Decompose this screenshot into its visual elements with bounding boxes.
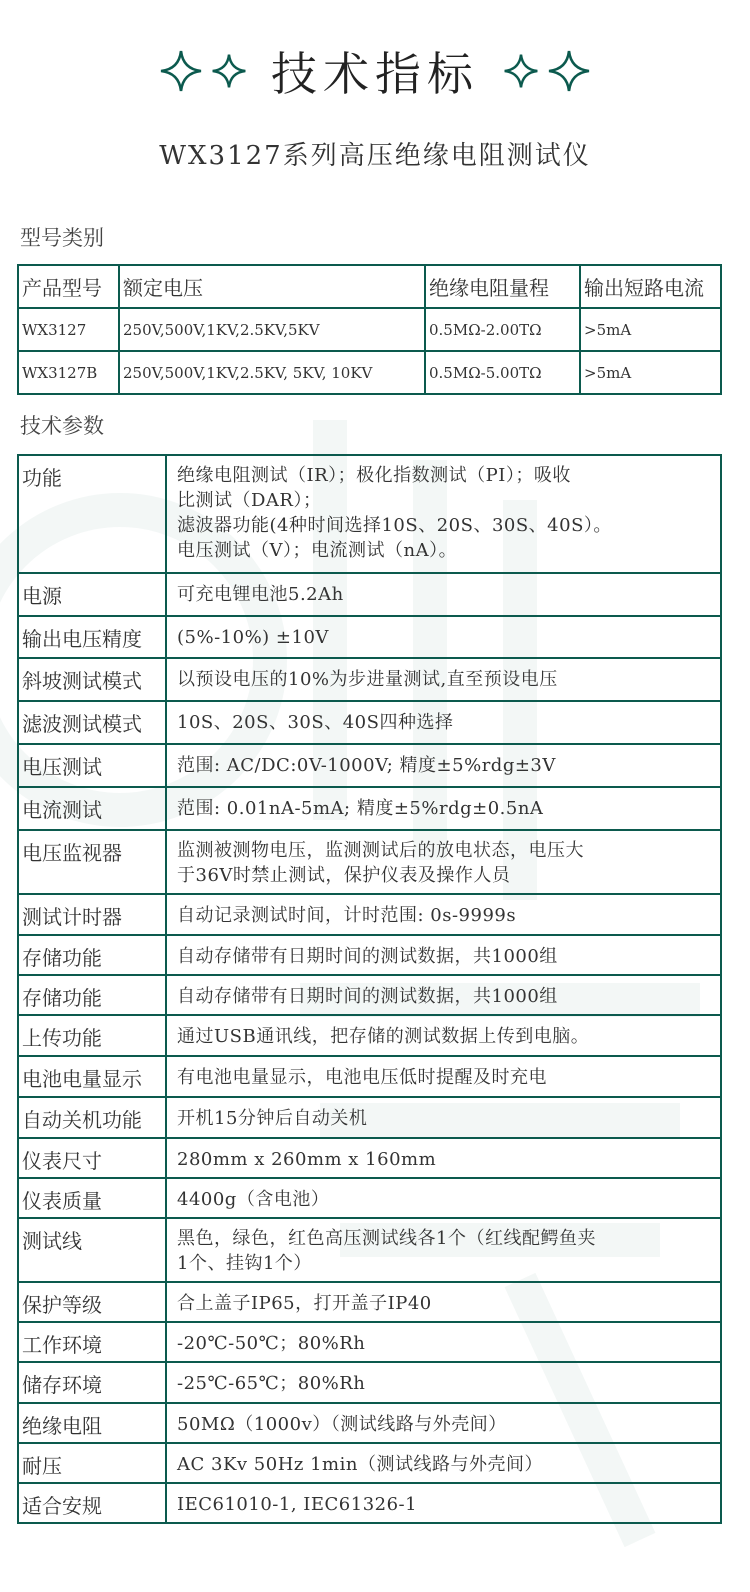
model-cell: WX3127B	[18, 351, 119, 394]
table-row	[18, 1056, 721, 1097]
param-value	[166, 935, 721, 975]
product-subtitle: WX3127系列高压绝缘电阻测试仪	[159, 141, 591, 171]
table-row	[18, 894, 721, 935]
current-cell: >5mA	[580, 351, 721, 394]
param-value-line: 以预设电压的10%为步进量测试,直至预设电压	[177, 669, 558, 690]
table-row	[18, 616, 721, 658]
param-value-line: 范围: 0.01nA-5mA; 精度±5%rdg±0.5nA	[177, 798, 544, 819]
voltage-cell: 250V,500V,1KV,2.5KV, 5KV, 10KV	[119, 351, 425, 394]
param-name: 工作环境	[18, 1322, 166, 1362]
range-cell: 0.5MΩ-2.00TΩ	[425, 308, 580, 351]
param-value	[166, 894, 721, 935]
param-value	[166, 1178, 721, 1218]
param-value-line: 1个、挂钩1个）	[177, 1253, 312, 1274]
voltage-cell: 250V,500V,1KV,2.5KV,5KV	[119, 308, 425, 351]
table-row	[18, 573, 721, 616]
table-row	[18, 975, 721, 1015]
param-name: 自动关机功能	[18, 1097, 166, 1138]
param-name: 斜坡测试模式	[18, 658, 166, 701]
param-value-line: 电压测试（V）；电流测试（nA）。	[177, 540, 458, 561]
params-section-label: 技术参数	[20, 414, 104, 438]
param-value-line: 自动记录测试时间，计时范围: 0s-9999s	[177, 905, 517, 926]
models-table	[17, 264, 722, 395]
param-value-line: 自动存储带有日期时间的测试数据，共1000组	[177, 986, 558, 1007]
param-name: 电压测试	[18, 744, 166, 787]
table-row	[18, 351, 721, 394]
param-value	[166, 744, 721, 787]
param-value-line: 绝缘电阻测试（IR）；极化指数测试（PI）；吸收	[177, 465, 571, 486]
param-name: 电源	[18, 573, 166, 616]
column-header: 绝缘电阻量程	[425, 265, 580, 308]
param-value	[166, 830, 721, 894]
param-value	[166, 573, 721, 616]
model-cell: WX3127	[18, 308, 119, 351]
range-cell: 0.5MΩ-5.00TΩ	[425, 351, 580, 394]
param-value-line: 开机15分钟后自动关机	[177, 1108, 368, 1129]
table-row	[18, 1015, 721, 1056]
sparkle-icon	[547, 49, 591, 93]
table-row	[18, 935, 721, 975]
sparkle-icon	[159, 49, 203, 93]
param-value-line: 比测试（DAR）；	[177, 490, 322, 511]
table-row	[18, 1097, 721, 1138]
param-value	[166, 1322, 721, 1362]
param-value-line: -20℃-50℃；80%Rh	[177, 1333, 366, 1354]
param-value	[166, 1056, 721, 1097]
param-name: 电压监视器	[18, 830, 166, 894]
param-name: 功能	[18, 455, 166, 573]
params-table-body	[18, 455, 721, 1523]
table-row	[18, 1138, 721, 1178]
param-name: 保护等级	[18, 1282, 166, 1322]
param-value	[166, 975, 721, 1015]
param-value-line: 范围: AC/DC:0V-1000V; 精度±5%rdg±3V	[177, 755, 556, 776]
param-value	[166, 1015, 721, 1056]
param-name: 绝缘电阻	[18, 1403, 166, 1443]
table-row	[18, 308, 721, 351]
param-name: 存储功能	[18, 935, 166, 975]
param-value-line: 监测被测物电压，监测测试后的放电状态，电压大	[177, 840, 584, 861]
param-value-line: (5%-10%) ±10V	[177, 627, 329, 648]
param-value	[166, 1218, 721, 1282]
table-row	[18, 1218, 721, 1282]
param-value	[166, 455, 721, 573]
param-value	[166, 616, 721, 658]
page-title: 技术指标	[271, 47, 479, 101]
table-row	[18, 1443, 721, 1483]
param-name: 输出电压精度	[18, 616, 166, 658]
current-cell: >5mA	[580, 308, 721, 351]
table-row	[18, 1403, 721, 1443]
param-value-line: 合上盖子IP65，打开盖子IP40	[177, 1293, 432, 1314]
param-name: 电池电量显示	[18, 1056, 166, 1097]
param-name: 测试计时器	[18, 894, 166, 935]
title-row	[0, 36, 750, 106]
param-value-line: 黑色，绿色，红色高压测试线各1个（红线配鳄鱼夹	[177, 1228, 596, 1249]
param-value-line: IEC61010-1, IEC61326-1	[177, 1494, 418, 1515]
models-header-row	[18, 265, 721, 308]
table-row	[18, 658, 721, 701]
param-value	[166, 701, 721, 744]
right-sparkles	[503, 49, 591, 93]
param-value	[166, 1362, 721, 1403]
param-value-line: 可充电锂电池5.2Ah	[177, 584, 344, 605]
table-row	[18, 1483, 721, 1523]
table-row	[18, 701, 721, 744]
param-value-line: 通过USB通讯线，把存储的测试数据上传到电脑。	[177, 1026, 590, 1047]
param-name: 适合安规	[18, 1483, 166, 1523]
param-value-line: 滤波器功能(4种时间选择10S、20S、30S、40S）。	[177, 515, 612, 536]
param-name: 上传功能	[18, 1015, 166, 1056]
param-value	[166, 787, 721, 830]
param-value-line: 4400g（含电池）	[177, 1189, 330, 1210]
table-row	[18, 830, 721, 894]
param-name: 储存环境	[18, 1362, 166, 1403]
param-name: 电流测试	[18, 787, 166, 830]
param-value	[166, 1483, 721, 1523]
sparkle-icon	[503, 53, 539, 89]
models-section-label: 型号类别	[20, 226, 104, 250]
param-value-line: 280mm x 260mm x 160mm	[177, 1149, 437, 1170]
params-table	[17, 454, 722, 1524]
param-name: 仪表尺寸	[18, 1138, 166, 1178]
table-row	[18, 787, 721, 830]
column-header: 产品型号	[18, 265, 119, 308]
param-value-line: 50MΩ（1000v）（测试线路与外壳间）	[177, 1414, 507, 1435]
param-value-line: -25℃-65℃；80%Rh	[177, 1373, 366, 1394]
param-value	[166, 1097, 721, 1138]
param-value-line: 于36V时禁止测试，保护仪表及操作人员	[177, 865, 511, 886]
left-sparkles	[159, 49, 247, 93]
column-header: 输出短路电流	[580, 265, 721, 308]
sparkle-icon	[211, 53, 247, 89]
table-row	[18, 1282, 721, 1322]
param-value-line: 10S、20S、30S、40S四种选择	[177, 712, 454, 733]
param-name: 耐压	[18, 1443, 166, 1483]
param-name: 滤波测试模式	[18, 701, 166, 744]
param-name: 测试线	[18, 1218, 166, 1282]
column-header: 额定电压	[119, 265, 425, 308]
param-value-line: 有电池电量显示，电池电压低时提醒及时充电	[177, 1067, 547, 1088]
param-value-line: 自动存储带有日期时间的测试数据，共1000组	[177, 946, 558, 967]
table-row	[18, 744, 721, 787]
table-row	[18, 1178, 721, 1218]
param-name: 存储功能	[18, 975, 166, 1015]
param-value	[166, 658, 721, 701]
table-row	[18, 1322, 721, 1362]
table-row	[18, 1362, 721, 1403]
table-row	[18, 455, 721, 573]
param-value	[166, 1403, 721, 1443]
param-name: 仪表质量	[18, 1178, 166, 1218]
param-value	[166, 1138, 721, 1178]
param-value	[166, 1282, 721, 1322]
param-value-line: AC 3Kv 50Hz 1min（测试线路与外壳间）	[177, 1454, 543, 1475]
param-value	[166, 1443, 721, 1483]
